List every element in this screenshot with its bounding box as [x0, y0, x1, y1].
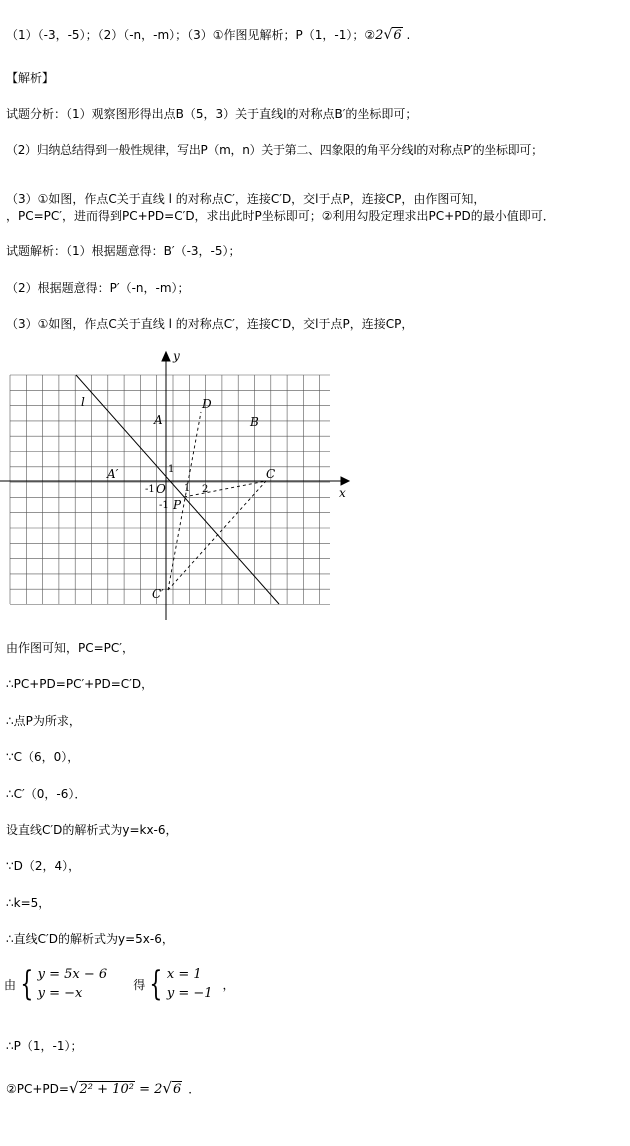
grid [10, 375, 330, 605]
point-b-label: B [250, 415, 259, 429]
x-axis-label: x [339, 486, 346, 500]
analysis-line-2: （2）归纳总结得到一般性规律，写出P（m，n）关于第二、四象限的角平分线l的对称点P′的坐标即可； [6, 143, 543, 157]
sum-equals: = 2 [134, 1082, 163, 1097]
solution-line-12: ∴直线C′D的解析式为y=5x-6， [6, 932, 174, 946]
left-brace-1: { [20, 964, 34, 1004]
line-l [76, 375, 279, 604]
answer-sqrt: √6 [383, 27, 402, 43]
solution-line-7: ∵C（6，0）， [6, 750, 80, 764]
system-end: ， [222, 977, 235, 992]
sqrt-result: √6 [162, 1079, 182, 1097]
answer-text: （1）（-3，-5）；（2）（-n，-m）；（3）①作图见解析；P（1，-1）；② [6, 28, 376, 42]
solution-line-9: 设直线C′D的解析式为y=kx-6， [6, 823, 178, 837]
system-eq-1: y = 5x − 6 [37, 967, 108, 982]
solution-line-6: ∴点P为所求， [6, 714, 81, 728]
solution-line-10: ∵D（2，4）， [6, 859, 81, 873]
solution-line-15 [6, 1080, 200, 1098]
dashed-lines [168, 412, 266, 590]
point-c-label: C [266, 467, 276, 481]
system-prefix: 由 [4, 977, 17, 992]
tick-neg1-y: -1 [159, 500, 169, 511]
solution-line-11: ∴k=5， [6, 896, 51, 910]
analysis-line-3: （3）①如图，作点C关于直线 l 的对称点C′，连接C′D，交l于点P，连接CP，由作图可知， [6, 192, 486, 206]
point-aprime-label: A′ [107, 467, 119, 481]
tick-2-x: 2 [202, 484, 209, 495]
tick-1-x: 1 [184, 483, 191, 494]
system-right [167, 965, 213, 1003]
left-brace-2: { [149, 964, 163, 1004]
point-cprime-label: C′ [152, 587, 164, 601]
tick-1-y: 1 [168, 464, 175, 475]
sum-prefix: ②PC+PD= [6, 1082, 69, 1096]
system-left [38, 965, 108, 1003]
analysis-line-1: 试题分析：（1）观察图形得出点B（5，3）关于直线l的对称点B′的坐标即可； [6, 107, 418, 121]
solution-line-2: （2）根据题意得：P′（-n，-m）； [6, 281, 190, 295]
tick-neg1-x: -1 [145, 484, 155, 495]
point-d-label: D [202, 397, 212, 411]
analysis-line-4: ，PC=PC′，进而得到PC+PD=C′D，求出此时P坐标即可；②利用勾股定理求出PC+PD的最小值即可． [6, 209, 555, 223]
sum-end: ． [188, 1082, 201, 1096]
solution-line-3: （3）①如图，作点C关于直线 l 的对称点C′，连接C′D，交l于点P，连接CP， [6, 317, 414, 331]
answer-end: . [406, 28, 411, 42]
point-a-label: A [154, 413, 163, 427]
y-axis-label: y [173, 349, 180, 363]
solution-line-8: ∴C′（0，-6）． [6, 787, 87, 801]
answer-coef: 2 [375, 28, 384, 43]
section-heading: 【解析】 [6, 71, 55, 85]
solution-line-14: ∴P（1，-1）； [6, 1039, 83, 1053]
system-eq-2: y = −x [37, 986, 83, 1001]
answer-line [6, 27, 410, 44]
solution-line-5: ∴PC+PD=PC′+PD=C′D， [6, 677, 154, 691]
equation-system [4, 965, 235, 1003]
solution-line-4: 由作图可知，PC=PC′， [6, 641, 135, 655]
sqrt-expression: √2² + 10² [68, 1079, 134, 1097]
system-sol-1: x = 1 [166, 967, 202, 982]
system-sol-2: y = −1 [166, 986, 213, 1001]
system-mid: 得 [133, 977, 146, 992]
point-p-label: P [173, 498, 182, 512]
solution-line-1: 试题解析：（1）根据题意得：B′（-3，-5）； [6, 244, 241, 258]
line-l-label: l [81, 395, 85, 409]
y-axis-arrow [162, 352, 170, 361]
coordinate-figure [0, 345, 360, 620]
origin-label: O [156, 482, 166, 496]
x-axis-arrow [341, 477, 349, 485]
